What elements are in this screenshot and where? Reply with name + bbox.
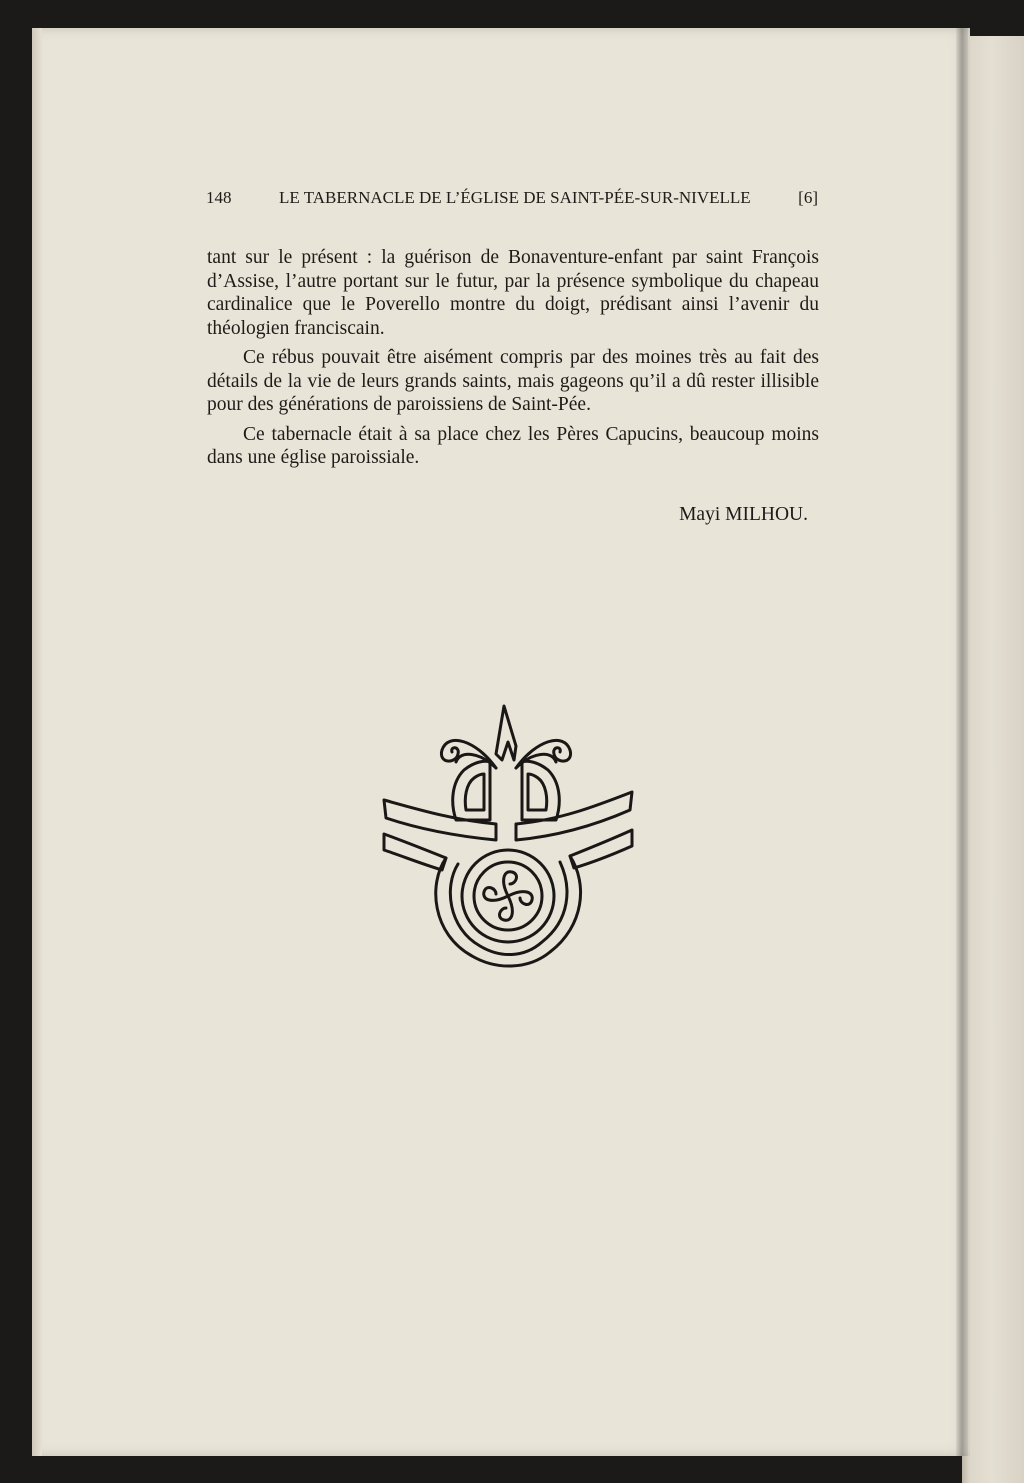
page-number: 148 (206, 188, 232, 207)
page-stack-edge (32, 28, 42, 1456)
paragraph-continuation: tant sur le présent : la guérison de Bonaventure-enfant par saint François d’Assise, l’autre portant sur le futur, par la présence symbolique du chapeau cardinalice que le Poverello montre du doigt, prédisant ainsi l’avenir du théologien franciscain. (207, 247, 819, 339)
paragraph: Ce tabernacle était à sa place chez les Pères Capucins, beaucoup moins dans une église paroissiale. (207, 423, 819, 468)
running-header (206, 188, 818, 208)
author-signature: Mayi MILHOU. (679, 504, 808, 525)
tabernacle-ornament-with-lauburu-icon (380, 702, 636, 974)
section-number: [6] (798, 188, 818, 207)
book-gutter (956, 28, 968, 1456)
paragraph: Ce rébus pouvait être aisément compris par des moines très au fait des détails de la vie de leurs grands saints, mais gageons qu’il a dû rester illisible pour des générations de paroissiens de Saint-Pée. (207, 347, 819, 415)
facing-page-edge (962, 36, 1024, 1483)
running-title: LE TABERNACLE DE L’ÉGLISE DE SAINT-PÉE-SUR-NIVELLE (279, 188, 751, 207)
article-body (207, 246, 819, 476)
